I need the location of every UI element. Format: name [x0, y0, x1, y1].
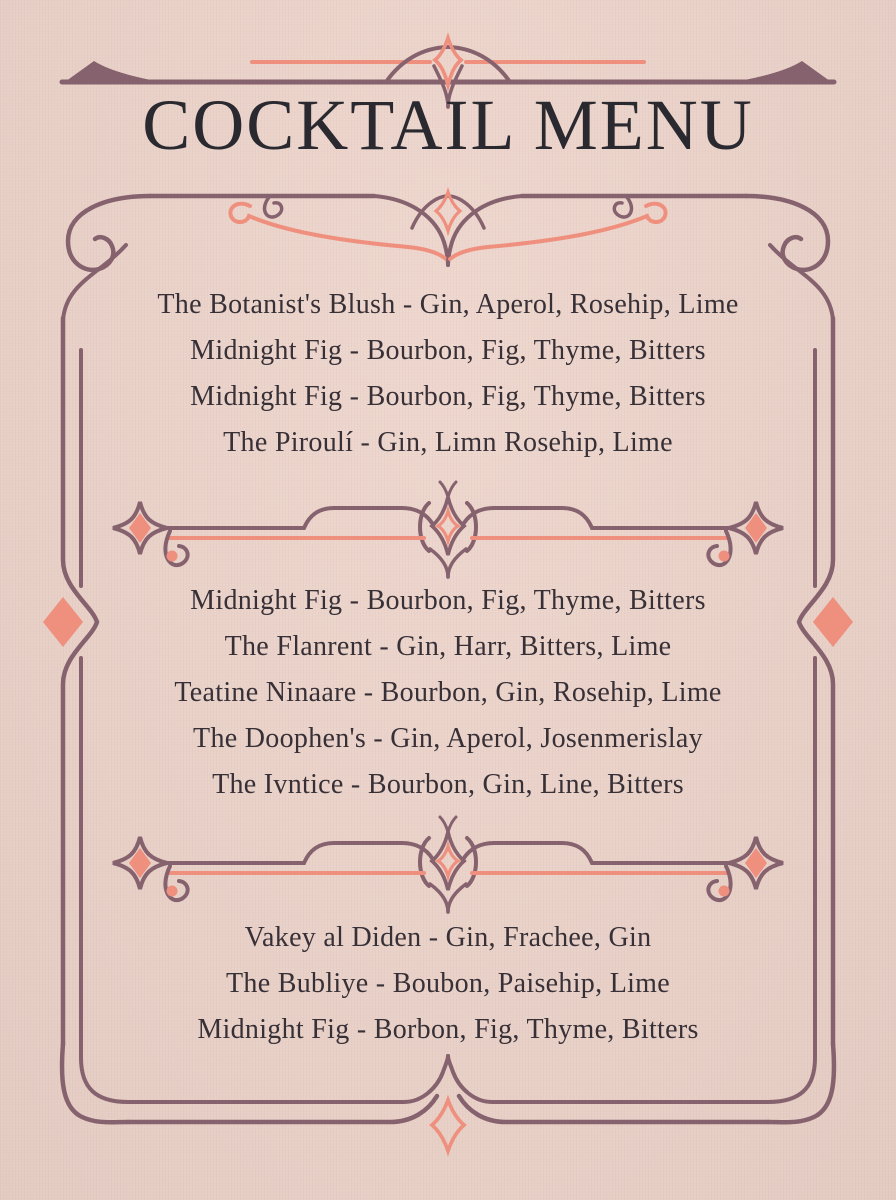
section-divider-2: [113, 817, 783, 912]
menu-item: Vakey al Diden - Gin, Frachee, Gin: [244, 922, 652, 953]
menu-section-3: [0, 915, 896, 1053]
menu-title: COCKTAIL MENU: [142, 85, 754, 165]
menu-section-1: [0, 282, 896, 466]
menu-item: The Ivntice - Bourbon, Gin, Line, Bitters: [212, 769, 684, 800]
menu-section-2: [0, 578, 896, 808]
menu-item: The Piroulí - Gin, Limn Rosehip, Lime: [223, 427, 673, 458]
menu-item: Teatine Ninaare - Bourbon, Gin, Rosehip, Lime: [174, 677, 722, 708]
menu-item: Midnight Fig - Borbon, Fig, Thyme, Bitters: [197, 1014, 699, 1045]
bottom-border-left: [128, 1056, 464, 1151]
menu-item: The Doophen's - Gin, Aperol, Josenmerislay: [193, 723, 703, 754]
menu-item: The Flanrent - Gin, Harr, Bitters, Lime: [224, 631, 672, 662]
bottom-border-right: [432, 1056, 768, 1151]
menu-item: Midnight Fig - Bourbon, Fig, Thyme, Bitters: [190, 335, 706, 366]
menu-item: Midnight Fig - Bourbon, Fig, Thyme, Bitters: [190, 585, 706, 616]
menu-item: Midnight Fig - Bourbon, Fig, Thyme, Bitters: [190, 381, 706, 412]
menu-item: The Botanist's Blush - Gin, Aperol, Rosehip, Lime: [157, 289, 739, 320]
menu-item: The Bubliye - Boubon, Paisehip, Lime: [226, 968, 670, 999]
section-divider-1: [113, 482, 783, 577]
